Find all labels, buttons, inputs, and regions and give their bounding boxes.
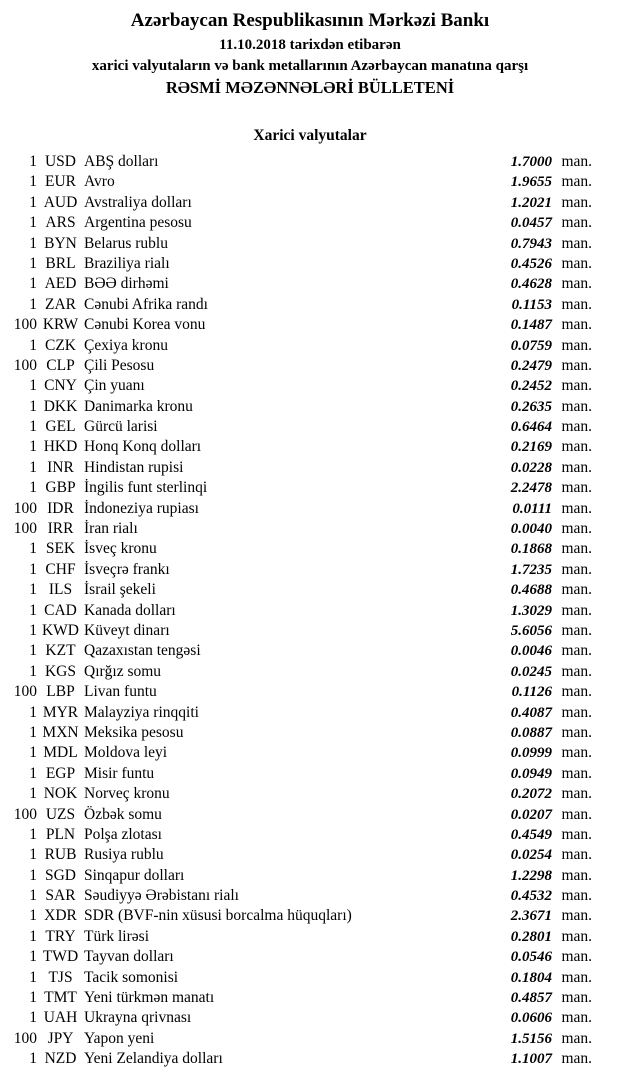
rate-row xyxy=(0,1029,620,1049)
exchange-rate: 0.4532 xyxy=(510,888,552,905)
quantity: 1 xyxy=(29,418,37,436)
currency-code: SGD xyxy=(44,866,76,884)
rate-row xyxy=(0,376,620,396)
unit-label: man. xyxy=(561,825,592,843)
quantity: 1 xyxy=(29,173,37,191)
rate-row xyxy=(0,641,620,661)
exchange-rate: 1.1007 xyxy=(510,1051,552,1068)
unit-label: man. xyxy=(561,438,592,456)
currency-code: TWD xyxy=(42,948,79,966)
currency-code: BRL xyxy=(45,254,76,272)
unit-label: man. xyxy=(561,479,592,497)
currency-name: Meksika pesosu xyxy=(84,723,184,741)
exchange-rate: 0.0949 xyxy=(510,765,552,782)
currency-code: GEL xyxy=(45,418,76,436)
currency-name: Yeni türkmən manatı xyxy=(84,989,215,1007)
unit-label: man. xyxy=(561,316,592,334)
currency-code: INR xyxy=(47,458,74,476)
quantity: 1 xyxy=(29,927,37,945)
exchange-rate: 0.0207 xyxy=(510,806,552,823)
exchange-rate: 0.4857 xyxy=(510,990,552,1007)
unit-label: man. xyxy=(561,887,592,905)
description-line: xarici valyutaların və bank metallarının Azərbaycan manatına qarşı xyxy=(91,58,529,74)
quantity: 1 xyxy=(29,479,37,497)
exchange-rate: 0.1487 xyxy=(510,317,552,334)
exchange-rate: 0.2452 xyxy=(510,378,552,395)
unit-label: man. xyxy=(561,193,592,211)
currency-name: Çin yuanı xyxy=(84,377,145,395)
exchange-rate: 0.7943 xyxy=(510,235,552,252)
quantity: 100 xyxy=(13,356,37,374)
exchange-rate: 0.4549 xyxy=(510,826,552,843)
currency-name: Argentina pesosu xyxy=(84,214,192,232)
exchange-rate: 2.3671 xyxy=(510,908,552,925)
exchange-rate: 1.3029 xyxy=(510,602,552,619)
currency-name: ABŞ dolları xyxy=(84,153,159,170)
exchange-rate: 0.1126 xyxy=(511,684,552,701)
currency-name: Tayvan dolları xyxy=(84,948,174,966)
unit-label: man. xyxy=(561,968,592,986)
currency-name: Cənubi Afrika randı xyxy=(84,295,208,313)
quantity: 1 xyxy=(29,438,37,456)
section-title-foreign-currencies: Xarici valyutalar xyxy=(253,127,367,144)
exchange-rate: 0.0999 xyxy=(510,745,552,762)
rate-row xyxy=(0,886,620,906)
quantity: 100 xyxy=(13,499,37,517)
currency-code: KZT xyxy=(45,642,76,660)
exchange-rate: 2.2478 xyxy=(510,480,552,497)
exchange-rate: 0.4688 xyxy=(510,582,552,599)
rate-row xyxy=(0,254,620,274)
exchange-rate: 0.4628 xyxy=(510,276,552,293)
exchange-rate: 0.4526 xyxy=(510,255,552,272)
currency-code: PLN xyxy=(45,825,76,843)
currency-name: Səudiyyə Ərəbistanı rialı xyxy=(84,887,239,905)
exchange-rate: 0.0040 xyxy=(510,521,552,538)
rate-row xyxy=(0,560,620,580)
currency-code: BYN xyxy=(44,234,77,252)
rate-row xyxy=(0,580,620,600)
rate-row xyxy=(0,784,620,804)
quantity: 1 xyxy=(29,723,37,741)
currency-name: İsveç kronu xyxy=(84,540,157,558)
unit-label: man. xyxy=(561,846,592,864)
unit-label: man. xyxy=(561,723,592,741)
rate-row xyxy=(0,825,620,845)
rate-row xyxy=(0,1008,620,1028)
currency-code: TRY xyxy=(45,927,76,945)
unit-label: man. xyxy=(561,254,592,272)
quantity: 100 xyxy=(13,805,37,823)
currency-code: KRW xyxy=(42,316,79,334)
currency-name: Livan funtu xyxy=(84,683,157,701)
bank-name: Azərbaycan Respublikasının Mərkəzi Bankı xyxy=(130,10,490,31)
currency-name: Hindistan rupisi xyxy=(84,458,184,476)
quantity: 1 xyxy=(29,458,37,476)
currency-name: Yeni Zelandiya dolları xyxy=(84,1050,223,1068)
currency-name: Danimarka kronu xyxy=(84,397,193,415)
currency-name: Moldova leyi xyxy=(84,744,168,762)
currency-code: MXN xyxy=(42,723,79,741)
rate-row xyxy=(0,682,620,702)
unit-label: man. xyxy=(561,499,592,517)
unit-label: man. xyxy=(561,866,592,884)
currency-code: NZD xyxy=(44,1050,77,1068)
unit-label: man. xyxy=(561,642,592,660)
quantity: 1 xyxy=(29,214,37,232)
exchange-rate: 1.7235 xyxy=(510,561,552,578)
currency-name: Sinqapur dolları xyxy=(84,866,185,884)
rate-row xyxy=(0,152,620,172)
rate-row xyxy=(0,499,620,519)
quantity: 1 xyxy=(29,887,37,905)
quantity: 100 xyxy=(13,1029,37,1047)
document-header xyxy=(0,0,620,99)
unit-label: man. xyxy=(561,458,592,476)
quantity: 1 xyxy=(29,295,37,313)
currency-code: DKK xyxy=(43,397,78,415)
currency-code: SEK xyxy=(45,540,76,558)
unit-label: man. xyxy=(561,805,592,823)
currency-code: XDR xyxy=(44,907,77,925)
quantity: 1 xyxy=(29,336,37,354)
rate-row xyxy=(0,988,620,1008)
currency-code: RUB xyxy=(44,846,77,864)
currency-code: HKD xyxy=(43,438,78,456)
currency-code: ILS xyxy=(48,581,73,599)
currency-code: TJS xyxy=(48,968,73,986)
quantity: 1 xyxy=(29,1009,37,1027)
currency-name: Misir funtu xyxy=(84,764,155,782)
quantity: 1 xyxy=(29,989,37,1007)
currency-code: CLP xyxy=(46,356,75,374)
rate-row xyxy=(0,743,620,763)
currency-name: Honq Konq dolları xyxy=(84,438,202,456)
currency-code: CNY xyxy=(44,377,77,395)
rate-row xyxy=(0,295,620,315)
rate-row xyxy=(0,274,620,294)
unit-label: man. xyxy=(561,520,592,538)
currency-name: Belarus rublu xyxy=(84,234,168,252)
unit-label: man. xyxy=(561,907,592,925)
unit-label: man. xyxy=(561,356,592,374)
currency-code: SAR xyxy=(45,887,76,905)
unit-label: man. xyxy=(561,1050,592,1068)
exchange-rate: 0.0887 xyxy=(510,724,552,741)
rate-row xyxy=(0,947,620,967)
exchange-rate: 0.0759 xyxy=(510,337,552,354)
rate-row xyxy=(0,906,620,926)
exchange-rate: 0.0111 xyxy=(512,500,552,517)
exchange-rate: 0.0546 xyxy=(510,949,552,966)
currency-code: CAD xyxy=(44,601,77,619)
currency-code: IRR xyxy=(47,520,74,538)
unit-label: man. xyxy=(561,989,592,1007)
unit-label: man. xyxy=(561,581,592,599)
rate-row xyxy=(0,437,620,457)
unit-label: man. xyxy=(561,662,592,680)
rate-row xyxy=(0,417,620,437)
rate-row xyxy=(0,662,620,682)
currency-code: ARS xyxy=(45,214,76,232)
exchange-rate: 0.2479 xyxy=(510,357,552,374)
currency-name: Yapon yeni xyxy=(84,1029,155,1047)
exchange-rate: 0.0046 xyxy=(510,643,552,660)
unit-label: man. xyxy=(561,703,592,721)
currency-code: JPY xyxy=(47,1029,74,1047)
unit-label: man. xyxy=(561,275,592,293)
unit-label: man. xyxy=(561,1009,592,1027)
unit-label: man. xyxy=(561,1029,592,1047)
currency-code: AUD xyxy=(43,193,78,211)
quantity: 1 xyxy=(29,1050,37,1068)
rate-row xyxy=(0,336,620,356)
rate-row xyxy=(0,356,620,376)
currency-code: CHF xyxy=(45,560,76,578)
exchange-rate: 0.6464 xyxy=(510,419,552,436)
currency-name: Kanada dolları xyxy=(84,601,176,619)
unit-label: man. xyxy=(561,683,592,701)
exchange-rate: 0.1868 xyxy=(510,541,552,558)
exchange-rate: 0.4087 xyxy=(510,704,552,721)
currency-code: ZAR xyxy=(45,295,76,313)
quantity: 1 xyxy=(29,662,37,680)
rate-row xyxy=(0,805,620,825)
currency-name: Rusiya rublu xyxy=(84,846,164,864)
quantity: 1 xyxy=(29,540,37,558)
exchange-rate: 0.2072 xyxy=(510,786,552,803)
rate-row xyxy=(0,315,620,335)
unit-label: man. xyxy=(561,744,592,762)
quantity: 1 xyxy=(29,397,37,415)
quantity: 100 xyxy=(13,683,37,701)
exchange-rate: 1.2021 xyxy=(510,194,552,211)
quantity: 1 xyxy=(29,846,37,864)
rate-row xyxy=(0,866,620,886)
quantity: 1 xyxy=(29,234,37,252)
currency-code: EGP xyxy=(45,764,76,782)
quantity: 1 xyxy=(29,275,37,293)
unit-label: man. xyxy=(561,785,592,803)
currency-code: IDR xyxy=(47,499,74,517)
rate-row xyxy=(0,1049,620,1069)
rate-row xyxy=(0,621,620,641)
currency-name: Avstraliya dolları xyxy=(84,193,192,211)
currency-name: Gürcü larisi xyxy=(84,418,158,436)
exchange-rate: 1.5156 xyxy=(510,1030,552,1047)
currency-name: İran rialı xyxy=(84,520,138,538)
unit-label: man. xyxy=(561,948,592,966)
currency-code: GBP xyxy=(45,479,76,497)
quantity: 1 xyxy=(29,581,37,599)
rate-row xyxy=(0,723,620,743)
currency-code: CZK xyxy=(45,336,76,354)
unit-label: man. xyxy=(561,397,592,415)
rate-row xyxy=(0,539,620,559)
currency-name: Qazaxıstan tengəsi xyxy=(84,642,201,660)
currency-name: Norveç kronu xyxy=(84,785,170,803)
currency-name: Küveyt dinarı xyxy=(84,621,170,639)
rate-row xyxy=(0,927,620,947)
currency-name: Özbək somu xyxy=(84,805,162,823)
unit-label: man. xyxy=(561,377,592,395)
rate-row xyxy=(0,213,620,233)
rate-row xyxy=(0,458,620,478)
currency-name: İngilis funt sterlinqi xyxy=(84,479,208,497)
currency-name: BƏƏ dirhəmi xyxy=(84,275,169,293)
quantity: 1 xyxy=(29,866,37,884)
currency-code: TMT xyxy=(44,989,77,1007)
exchange-rate: 1.9655 xyxy=(510,174,552,191)
exchange-rate: 0.0254 xyxy=(510,847,552,864)
rate-row xyxy=(0,845,620,865)
rate-row xyxy=(0,703,620,723)
exchange-rate: 0.1153 xyxy=(511,296,552,313)
unit-label: man. xyxy=(561,764,592,782)
unit-label: man. xyxy=(561,153,592,170)
currency-name: İndoneziya rupiası xyxy=(84,499,199,517)
currency-name: Braziliya rialı xyxy=(84,254,170,272)
currency-name: Cənubi Korea vonu xyxy=(84,316,206,334)
rate-row xyxy=(0,397,620,417)
quantity: 1 xyxy=(29,948,37,966)
unit-label: man. xyxy=(561,234,592,252)
currency-code: AED xyxy=(44,275,77,293)
exchange-rate: 0.1804 xyxy=(510,969,552,986)
rates-table xyxy=(0,152,620,1070)
quantity: 1 xyxy=(29,601,37,619)
exchange-rate: 0.0245 xyxy=(510,663,552,680)
quantity: 1 xyxy=(29,825,37,843)
currency-code: EUR xyxy=(45,173,76,191)
currency-code: USD xyxy=(44,153,76,170)
quantity: 100 xyxy=(13,520,37,538)
rate-row xyxy=(0,601,620,621)
exchange-rate: 0.2801 xyxy=(510,928,552,945)
currency-code: KWD xyxy=(41,621,80,639)
currency-name: Avro xyxy=(84,173,115,191)
currency-name: Qırğız somu xyxy=(84,662,162,680)
quantity: 1 xyxy=(29,785,37,803)
exchange-rate: 0.0606 xyxy=(510,1010,552,1027)
quantity: 1 xyxy=(29,703,37,721)
currency-name: Malayziya rinqqiti xyxy=(84,703,199,721)
quantity: 1 xyxy=(29,621,37,639)
unit-label: man. xyxy=(561,418,592,436)
exchange-rate: 1.2298 xyxy=(510,867,552,884)
currency-code: UZS xyxy=(45,805,76,823)
currency-name: Polşa zlotası xyxy=(84,825,162,843)
quantity: 1 xyxy=(29,968,37,986)
rate-row xyxy=(0,172,620,192)
exchange-rate: 5.6056 xyxy=(510,622,552,639)
quantity: 1 xyxy=(29,744,37,762)
unit-label: man. xyxy=(561,601,592,619)
unit-label: man. xyxy=(561,336,592,354)
rate-row xyxy=(0,764,620,784)
currency-code: UAH xyxy=(43,1009,78,1027)
currency-code: MYR xyxy=(42,703,79,721)
currency-name: İsveçrə frankı xyxy=(84,560,170,578)
currency-name: Tacik somonisi xyxy=(84,968,179,986)
rate-row xyxy=(0,968,620,988)
exchange-rate: 0.2169 xyxy=(510,439,552,456)
quantity: 1 xyxy=(29,193,37,211)
bulletin-title: RƏSMİ MƏZƏNNƏLƏRİ BÜLLETENİ xyxy=(165,78,455,97)
unit-label: man. xyxy=(561,560,592,578)
rate-row xyxy=(0,234,620,254)
currency-code: MDL xyxy=(43,744,78,762)
currency-name: Türk lirəsi xyxy=(84,927,149,945)
unit-label: man. xyxy=(561,621,592,639)
currency-name: Çexiya kronu xyxy=(84,336,168,354)
exchange-rate: 0.2635 xyxy=(510,398,552,415)
quantity: 1 xyxy=(29,377,37,395)
currency-code: KGS xyxy=(44,662,76,680)
quantity: 1 xyxy=(29,254,37,272)
rate-row xyxy=(0,478,620,498)
unit-label: man. xyxy=(561,214,592,232)
effective-date-line: 11.10.2018 tarixdən etibarən xyxy=(219,37,401,53)
rate-row xyxy=(0,519,620,539)
quantity: 100 xyxy=(13,316,37,334)
rate-row xyxy=(0,193,620,213)
exchange-rate: 0.0457 xyxy=(510,215,552,232)
unit-label: man. xyxy=(561,927,592,945)
quantity: 1 xyxy=(29,560,37,578)
quantity: 1 xyxy=(29,153,37,170)
unit-label: man. xyxy=(561,173,592,191)
quantity: 1 xyxy=(29,907,37,925)
exchange-rate: 1.7000 xyxy=(510,154,552,170)
currency-name: Ukrayna qrivnası xyxy=(84,1009,192,1027)
currency-name: İsrail şekeli xyxy=(84,581,156,599)
currency-name: Çili Pesosu xyxy=(84,356,155,374)
quantity: 1 xyxy=(29,642,37,660)
currency-code: LBP xyxy=(46,683,75,701)
quantity: 1 xyxy=(29,764,37,782)
unit-label: man. xyxy=(561,295,592,313)
unit-label: man. xyxy=(561,540,592,558)
currency-code: NOK xyxy=(43,785,78,803)
currency-name: SDR (BVF-nin xüsusi borcalma hüquqları) xyxy=(84,907,352,925)
exchange-rate: 0.0228 xyxy=(510,459,552,476)
